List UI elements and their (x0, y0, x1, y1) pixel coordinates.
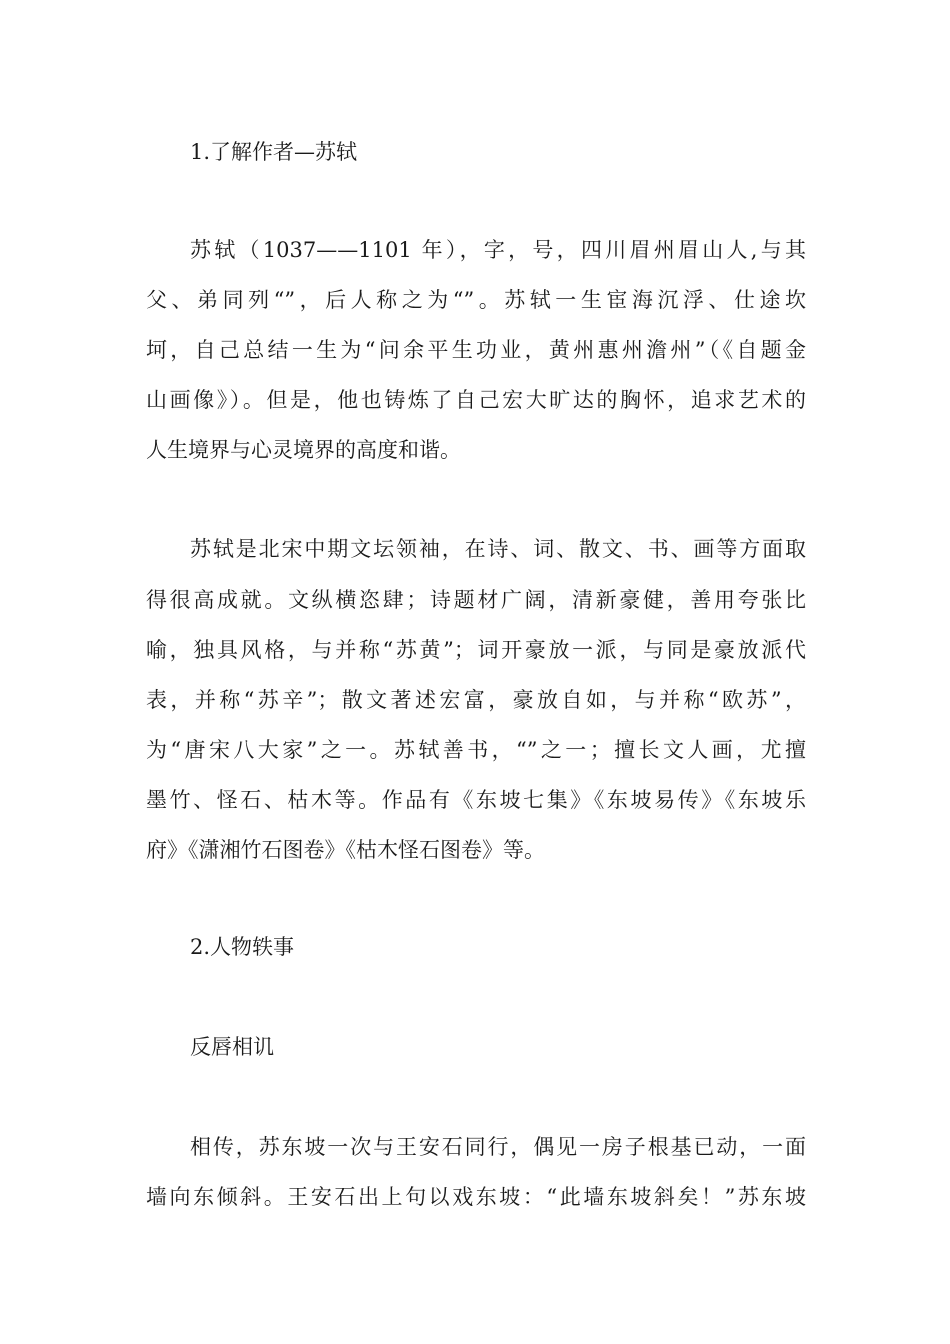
paragraph-line: 墙向东倾斜。王安石出上句以戏东坡：“此墙东坡斜矣！”苏东坡 (146, 1185, 806, 1209)
paragraph-line: 为“唐宋八大家”之一。苏轼善书，“”之一；擅长文人画，尤擅 (146, 738, 806, 762)
paragraph-line: 得很高成就。文纵横恣肆；诗题材广阔，清新豪健，善用夸张比 (146, 588, 806, 612)
paragraph-line: 苏轼是北宋中期文坛领袖，在诗、词、散文、书、画等方面取 (190, 537, 806, 561)
section-heading-anecdotes: 2.人物轶事 (190, 935, 295, 959)
paragraph-line: 山画像》）。但是，他也铸炼了自己宏大旷达的胸怀，追求艺术的 (146, 388, 806, 412)
paragraph-line: 墨竹、怪石、枯木等。作品有《东坡七集》《东坡易传》《东坡乐 (146, 788, 806, 812)
paragraph-line: 喻，独具风格，与并称“苏黄”；词开豪放一派，与同是豪放派代 (146, 638, 806, 662)
subheading-fanchun-xiangji: 反唇相讥 (190, 1035, 274, 1059)
paragraph-line: 苏轼（1037——1101 年），字，号，四川眉州眉山人,与其 (190, 238, 806, 262)
paragraph-line: 父、弟同列“”，后人称之为“”。苏轼一生宦海沉浮、仕途坎 (146, 288, 806, 312)
paragraph-line: 府》《潇湘竹石图卷》《枯木怪石图卷》等。 (146, 838, 545, 862)
paragraph-line: 表，并称“苏辛”；散文著述宏富，豪放自如，与并称“欧苏”， (146, 688, 806, 712)
paragraph-line: 坷，自己总结一生为“问余平生功业，黄州惠州澹州”（《自题金 (146, 338, 806, 362)
section-heading-author: 1.了解作者—苏轼 (190, 140, 358, 164)
paragraph-line: 相传，苏东坡一次与王安石同行，偶见一房子根基已动，一面 (190, 1135, 806, 1159)
paragraph-line: 人生境界与心灵境界的高度和谐。 (146, 438, 461, 462)
